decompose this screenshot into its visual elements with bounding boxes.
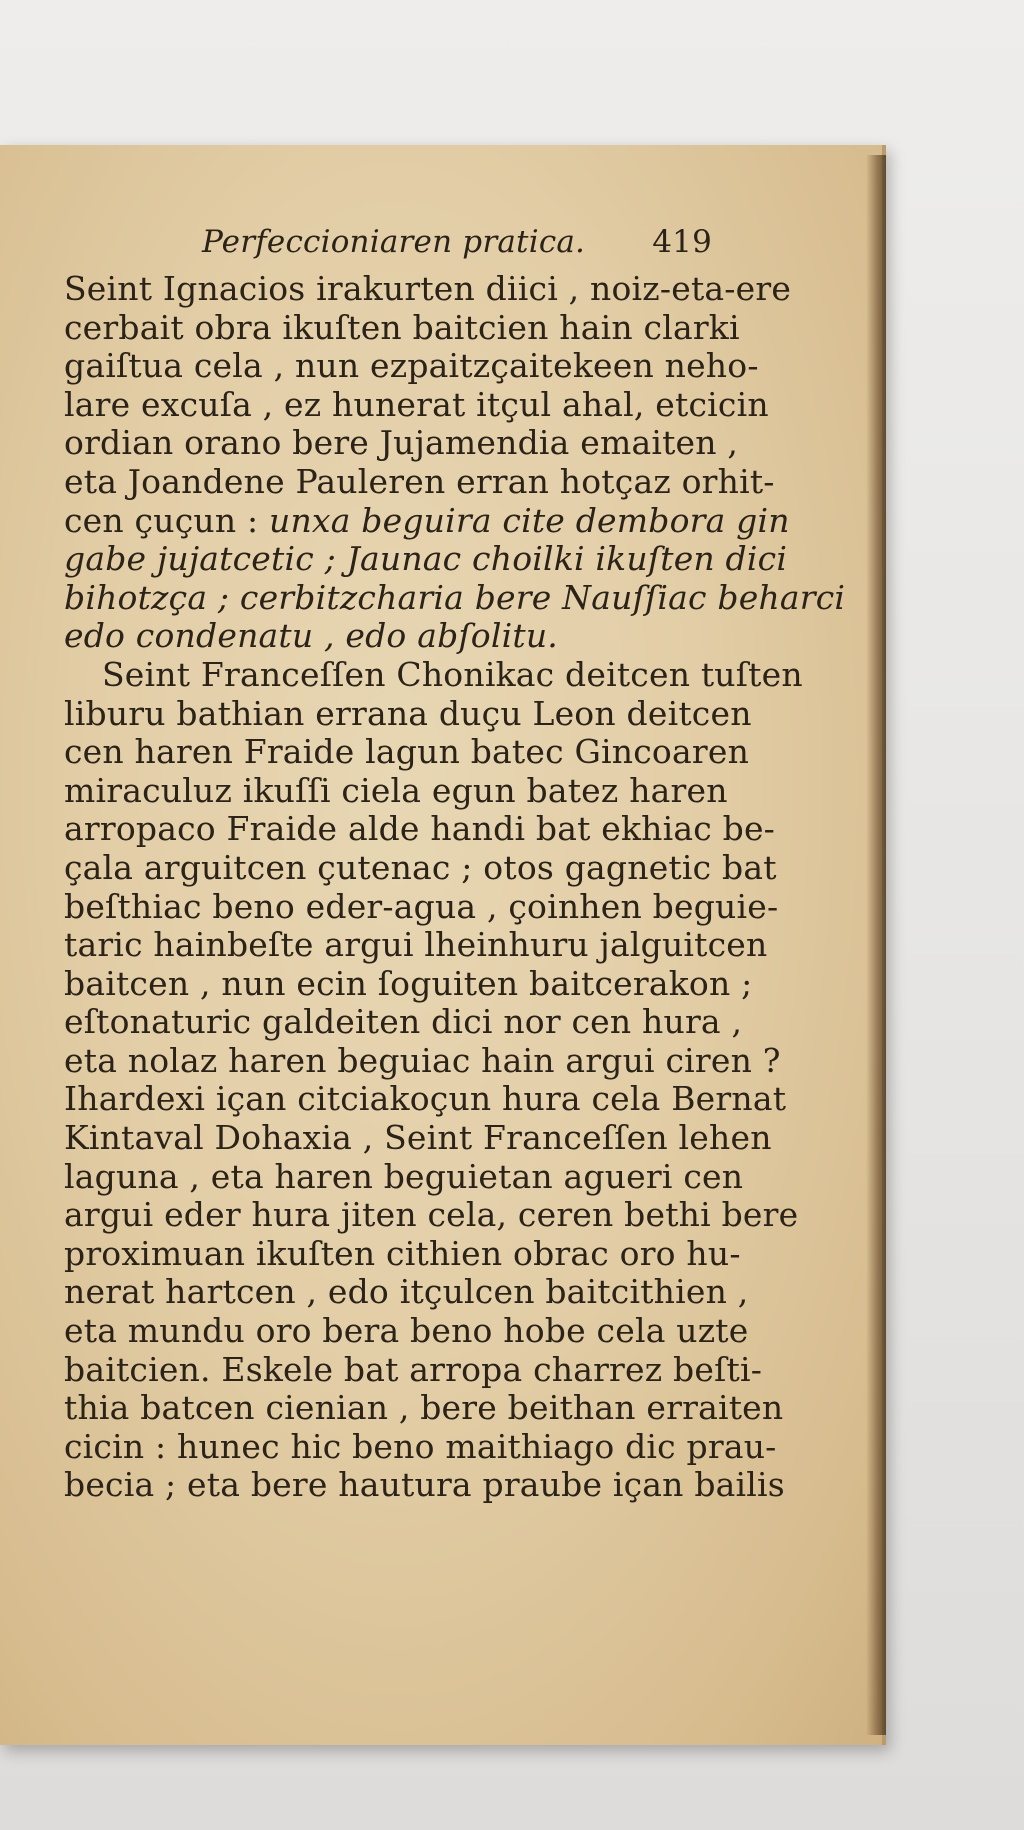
body-text bbox=[64, 269, 846, 1505]
text-line: arropaco Fraide alde handi bat ekhiac be- bbox=[64, 809, 776, 849]
text-line: lare excuſa , ez hunerat itçul ahal, etcicin bbox=[64, 384, 769, 424]
text-line: argui eder hura jiten cela, ceren bethi bere bbox=[64, 1195, 799, 1235]
page-text bbox=[64, 222, 846, 1505]
text-line: baitcien. Eskele bat arropa charrez beſti- bbox=[64, 1349, 763, 1389]
text-line: gaiſtua cela , nun ezpaitzçaitekeen neho- bbox=[64, 346, 759, 386]
text-line: Ihardexi içan citciakoçun hura cela Bernat bbox=[64, 1079, 787, 1119]
text-line: liburu bathian errana duçu Leon deitcen bbox=[64, 693, 752, 733]
page-edge-shadow bbox=[866, 155, 886, 1735]
text-line: ordian orano bere Jujamendia emaiten , bbox=[64, 423, 739, 463]
text-line: becia ; eta bere hautura praube içan bailis bbox=[64, 1465, 785, 1505]
text-line: eta mundu oro bera beno hobe cela uzte bbox=[64, 1311, 749, 1351]
text-line: gabe jujatcetic ; Jaunac choilki ikuſten dici bbox=[64, 539, 788, 579]
text-line: Kintaval Dohaxia , Seint Franceſſen lehen bbox=[64, 1118, 772, 1158]
text-line-italic: unxa beguira cite dembora gin bbox=[268, 500, 790, 540]
text-line: laguna , eta haren beguietan agueri cen bbox=[64, 1156, 744, 1196]
text-line: bihotzça ; cerbitzcharia bere Nauſſiac beharci bbox=[64, 577, 846, 617]
text-line: eta Joandene Pauleren erran hotçaz orhit- bbox=[64, 461, 775, 501]
text-line: cerbait obra ikuſten baitcien hain clarki bbox=[64, 307, 740, 347]
text-line-roman: cen çuçun : bbox=[64, 500, 269, 540]
text-line: nerat hartcen , edo itçulcen baitcithien , bbox=[64, 1272, 749, 1312]
text-line: Seint Franceſſen Chonikac deitcen tuſten bbox=[102, 654, 803, 694]
text-line: thia batcen cienian , bere beithan erraiten bbox=[64, 1388, 784, 1428]
text-line: baitcen , nun ecin ſoguiten baitcerakon ; bbox=[64, 963, 753, 1003]
paragraph bbox=[64, 654, 803, 1505]
text-line: edo condenatu , edo abſolitu. bbox=[64, 616, 558, 656]
text-line: eta nolaz haren beguiac hain argui ciren ? bbox=[64, 1040, 781, 1080]
paragraph bbox=[64, 269, 846, 656]
running-head bbox=[64, 222, 716, 270]
text-line: cen haren Fraide lagun batec Gincoaren bbox=[64, 732, 750, 772]
text-line: taric hainbeſte argui lheinhuru jalguitcen bbox=[64, 925, 768, 965]
page-number: 419 bbox=[652, 224, 712, 260]
text-line: Seint Ignacios irakurten diici , noiz-eta-ere bbox=[64, 269, 792, 308]
text-line bbox=[64, 500, 790, 541]
text-line: miraculuz ikuſſi ciela egun batez haren bbox=[64, 770, 728, 810]
running-head-title: Perfeccioniaren pratica. bbox=[202, 224, 586, 260]
text-line: cicin : hunec hic beno maithiago dic prau- bbox=[64, 1426, 777, 1466]
text-line: eſtonaturic galdeiten dici nor cen hura , bbox=[64, 1002, 743, 1042]
text-line: beſthiac beno eder-agua , çoinhen beguie- bbox=[64, 886, 779, 926]
text-line: proximuan ikuſten cithien obrac oro hu- bbox=[64, 1233, 741, 1273]
text-line: çala arguitcen çutenac ; otos gagnetic bat bbox=[64, 847, 777, 887]
